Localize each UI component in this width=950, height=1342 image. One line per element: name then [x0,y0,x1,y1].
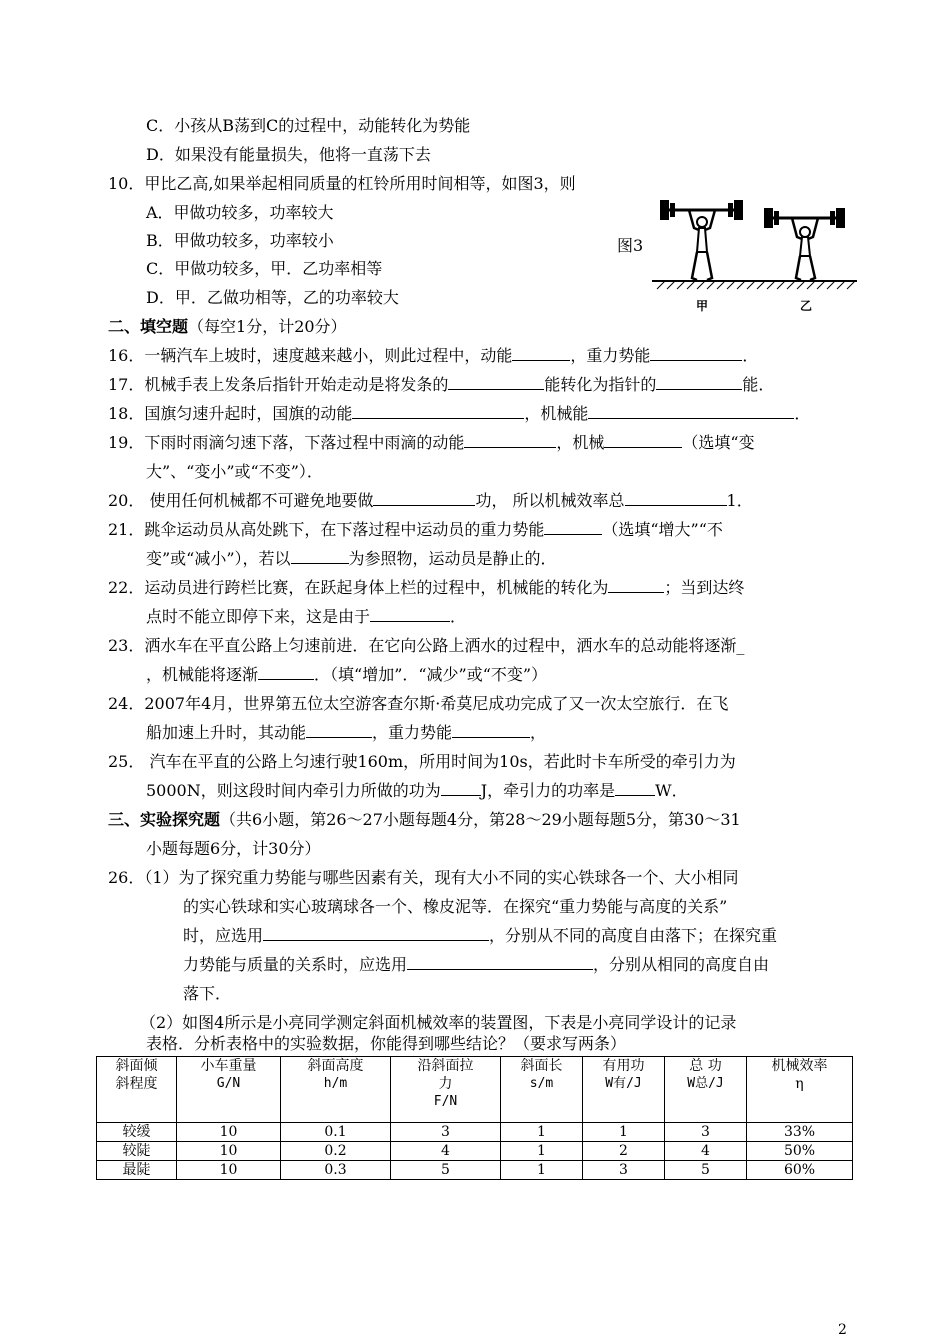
q25-cont: 5000N，则这段时间内牵引力所做的功为 J，牵引力的功率是 W． [146,781,688,800]
q26-line-1: 26．（1）为了探究重力势能与哪些因素有关，现有大小不同的实心铁球各一个、大小相同 [108,868,739,887]
q9-option-c: C．小孩从B荡到C的过程中，动能转化为势能 [146,116,471,135]
col-header-incline: 斜面倾 斜程度 [97,1057,177,1123]
col-header-efficiency: 机械效率 η [747,1057,853,1123]
q9-option-d: D．如果没有能量损失，他将一直荡下去 [146,145,431,164]
q26-line-4: 力势能与质量的关系时，应选用 ，分别从相同的高度自由 [183,955,770,974]
q16-blank-1 [512,346,570,361]
q10-stem: 10．甲比乙高,如果举起相同质量的杠铃所用时间相等，如图3，则 [108,174,576,193]
table-row: 较陡 10 0.2 4 1 2 4 50% [97,1142,853,1161]
q21-blank-1 [544,520,602,535]
q20-blank-2 [625,491,727,506]
q16: 16．一辆汽车上坡时，速度越来越小，则此过程中，动能 ，重力势能 ． [108,346,759,365]
label-yi: 乙 [800,299,813,313]
q23-blank [258,665,314,680]
ground-hatching [652,281,857,289]
q26-line-2: 的实心铁球和实心玻璃球各一个、橡皮泥等．在探究“重力势能与高度的关系” [183,897,728,916]
q19: 19．下雨时雨滴匀速下落，下落过程中雨滴的动能 ，机械 （选填“变 [108,433,755,452]
table-row: 较缓 10 0.1 3 1 1 3 33% [97,1123,853,1142]
q16-blank-2 [650,346,742,361]
q18-blank-1 [352,404,524,419]
section-2-heading [108,317,347,337]
q24-blank-1 [306,723,372,738]
col-header-total-work: 总 功 W总/J [665,1057,747,1123]
q24-blank-2 [452,723,530,738]
section-3-note-cont: 小题每题6分，计30分） [146,839,321,858]
q26-blank-1 [263,926,489,941]
col-header-pull: 沿斜面拉 力 F/N [391,1057,501,1123]
lifter-jia-icon [660,200,743,280]
q17: 17．机械手表上发条后指针开始走动是将发条的 能转化为指针的 能． [108,375,775,394]
table-header-row [97,1057,853,1123]
q19-blank-1 [464,433,556,448]
q22: 22．运动员进行跨栏比赛，在跃起身体上栏的过程中，机械能的转化为 ；当到达终 [108,578,745,597]
q10-option-b: B．甲做功较多，功率较小 [146,231,334,250]
section-2-title: 二、填空题 [108,317,189,336]
col-header-length: 斜面长 s/m [501,1057,583,1123]
q19-cont: 大”、“变小”或“不变”）． [146,462,323,481]
q26-line-3: 时，应选用 ，分别从不同的高度自由落下；在探究重 [183,926,778,945]
q22-cont: 点时不能立即停下来，这是由于 ． [146,607,467,626]
q26-part-2-line-1: （2）如图4所示是小亮同学测定斜面机械效率的装置图，下表是小亮同学设计的记录 [140,1013,737,1032]
label-jia: 甲 [696,299,709,313]
q25-blank-1 [441,781,481,796]
q21-blank-2 [291,549,349,564]
section-3-title: 三、实验探究题 [108,810,221,829]
q22-blank-1 [608,578,664,593]
q25-blank-2 [615,781,655,796]
q10-option-a: A．甲做功较多，功率较大 [146,203,334,222]
q10-option-c: C．甲做功较多，甲．乙功率相等 [146,259,383,278]
q26-blank-2 [407,955,593,970]
q24: 24．2007年4月，世界第五位太空游客查尔斯·希莫尼成功完成了又一次太空旅行．在飞 [108,694,729,713]
q24-cont: 船加速上升时，其动能 ，重力势能 ， [146,723,547,742]
page-number: 2 [838,1322,847,1338]
q20-blank-1 [373,491,475,506]
q17-blank-1 [448,375,544,390]
q26-part-2-line-2: 表格．分析表格中的实验数据，你能得到哪些结论？（要求写两条） [146,1034,627,1053]
q17-blank-2 [656,375,742,390]
figure-3-weightlifters [612,192,862,318]
section-3-note: （共6小题，第26～27小题每题4分，第28～29小题每题5分，第30～31 [220,810,741,829]
q20: 20． 使用任何机械都不可避免地要做 功， 所以机械效率总 1． [108,491,753,510]
q23: 23．洒水车在平直公路上匀速前进．在它向公路上洒水的过程中，洒水车的总动能将逐渐_ [108,636,745,655]
lifter-yi-icon [764,208,845,280]
section-2-note: （每空1分，计20分） [188,317,347,336]
q26-line-5: 落下． [183,984,232,1003]
col-header-useful-work: 有用功 W有/J [583,1057,665,1123]
figure-3-label: 图3 [617,236,644,255]
efficiency-record-table [96,1056,853,1180]
q23-cont: ，机械能将逐渐 ．（填“增加”．“减少”或“不变”） [146,665,548,684]
q22-blank-2 [370,607,450,622]
q19-blank-2 [604,433,682,448]
q18: 18．国旗匀速升起时，国旗的动能 ，机械能 ． [108,404,811,423]
q21-cont: 变”或“减小”），若以 为参照物，运动员是静止的． [146,549,557,568]
q18-blank-2 [588,404,794,419]
q25: 25． 汽车在平直的公路上匀速行驶160m，所用时间为10s，若此时卡车所受的牵引力为 [108,752,736,771]
col-header-weight: 小车重量 G/N [177,1057,281,1123]
table-row: 最陡 10 0.3 5 1 3 5 60% [97,1161,853,1180]
col-header-height: 斜面高度 h/m [281,1057,391,1123]
q10-option-d: D．甲．乙做功相等，乙的功率较大 [146,288,399,307]
section-3-heading [108,810,741,830]
q21: 21．跳伞运动员从高处跳下，在下落过程中运动员的重力势能 （选填“增大”“不 [108,520,723,539]
